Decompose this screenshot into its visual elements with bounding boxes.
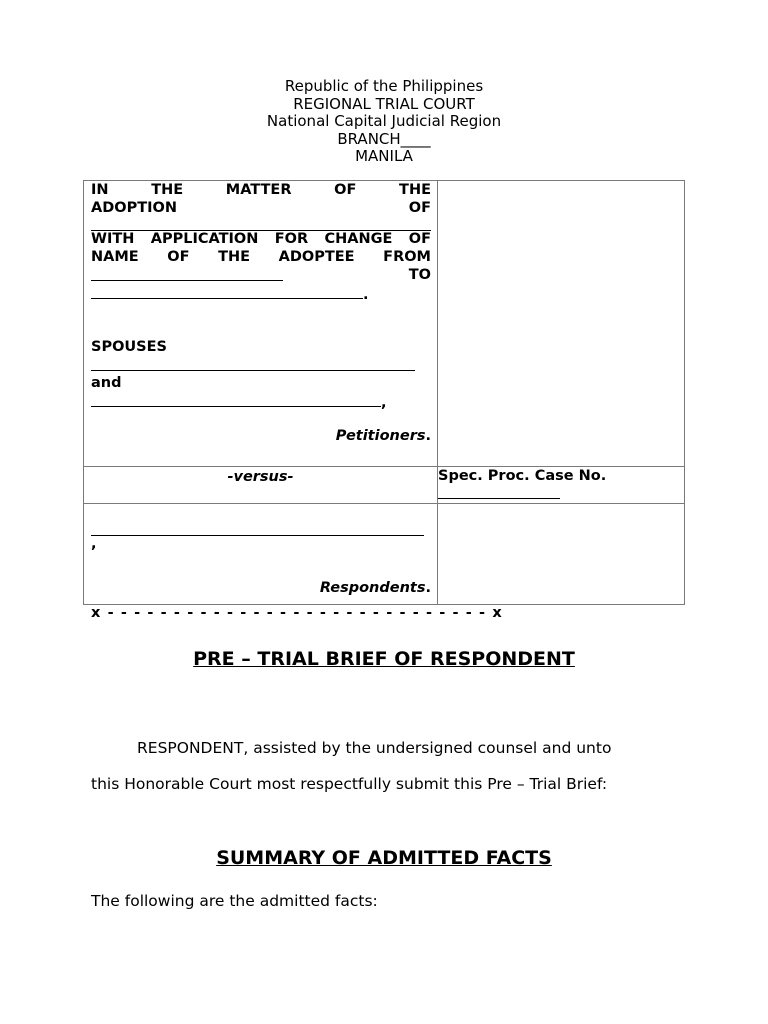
versus-label: -versus- [227, 469, 294, 485]
matter-line [91, 182, 431, 200]
adoption-word: ADOPTION [91, 199, 177, 216]
matter-word: IN [91, 182, 109, 198]
matter-word: THE [399, 182, 431, 198]
petitioner-cell [84, 181, 438, 467]
and-label: and [91, 374, 122, 391]
section-text: The following are the admitted facts: [91, 892, 378, 910]
blank-cell-top [438, 181, 685, 467]
spouse2-line [91, 393, 431, 413]
case-number-label: Spec. Proc. Case No. [438, 468, 607, 484]
of-word: OF [408, 199, 431, 216]
header-city: MANILA [355, 147, 413, 165]
spouses-label: SPOUSES [91, 339, 167, 356]
header-republic: Republic of the Philippines [284, 77, 484, 95]
spouse2-blank [91, 393, 381, 407]
blank-cell-bottom [438, 504, 685, 605]
header-court: REGIONAL TRIAL COURT [293, 94, 475, 113]
case-caption-table [83, 180, 685, 605]
respondent-blank [91, 522, 424, 536]
case-number-blank [438, 485, 560, 499]
period: . [363, 286, 369, 303]
application-text: WITH APPLICATION FOR CHANGE OF NAME OF THE ADOPTEE FROM [91, 231, 431, 266]
intro-line-2: this Honorable Court most respectfully submit this Pre – Trial Brief: [91, 775, 608, 793]
caption-separator: x - - - - - - - - - - - - - - - - - - - - - - - - - - - - - x [91, 605, 503, 621]
case-number-cell [438, 467, 685, 504]
petitioners-label: Petitioners [335, 428, 426, 445]
from-to-line [91, 267, 431, 285]
matter-word: OF [334, 182, 357, 198]
from-name-blank [91, 267, 283, 281]
spouse1-blank [91, 357, 415, 371]
adoption-line [91, 200, 431, 218]
to-name-line [91, 285, 431, 305]
period: . [425, 428, 431, 445]
to-word: TO [408, 266, 431, 283]
versus-cell [84, 467, 438, 504]
adoptee-blank [91, 217, 431, 231]
court-header [0, 78, 768, 166]
comma: , [381, 394, 387, 411]
intro-line-1: RESPONDENT, assisted by the undersigned counsel and unto [137, 739, 612, 757]
petitioners-line [91, 428, 431, 446]
respondents-line [91, 580, 431, 598]
header-region: National Capital Judicial Region [266, 112, 502, 130]
respondent-cell [84, 504, 438, 605]
to-name-blank [91, 285, 363, 299]
respondents-label: Respondents [319, 579, 426, 596]
matter-word: THE [151, 182, 184, 198]
header-branch: BRANCH____ [337, 129, 431, 148]
matter-word: MATTER [225, 182, 292, 198]
document-title: PRE – TRIAL BRIEF OF RESPONDENT [193, 648, 575, 670]
comma: , [91, 536, 97, 552]
section-title: SUMMARY OF ADMITTED FACTS [216, 847, 552, 869]
period: . [425, 579, 431, 596]
